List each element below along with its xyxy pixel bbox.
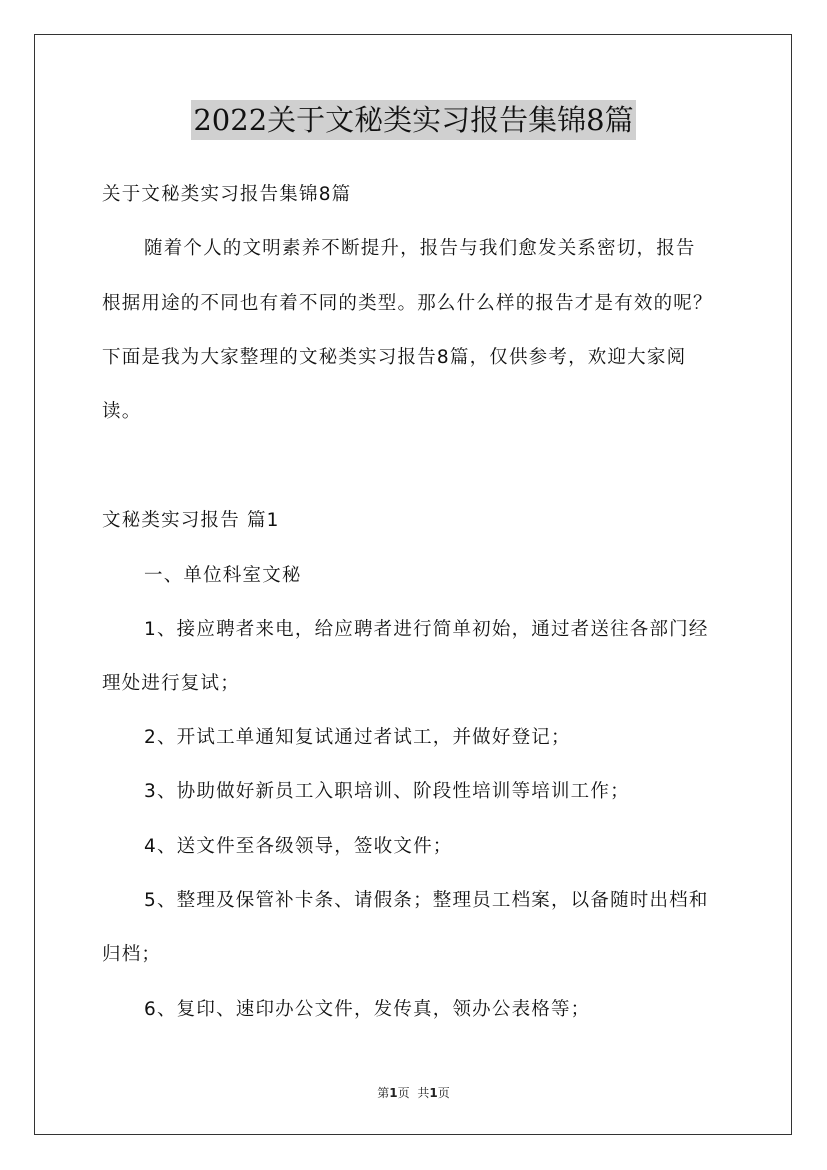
title-container — [0, 100, 827, 140]
intro-line-1: 随着个人的文明素养不断提升，报告与我们愈发关系密切，报告 — [144, 238, 696, 259]
page-footer — [0, 1084, 827, 1101]
page-number: 1 — [389, 1086, 398, 1100]
page-label-prefix: 第 — [377, 1086, 390, 1100]
list-item-5-line-1: 5、整理及保管补卡条、请假条；整理员工档案，以备随时出档和 — [144, 890, 709, 911]
document-subtitle: 关于文秘类实习报告集锦8篇 — [102, 184, 352, 205]
page-label-suffix: 页 — [397, 1086, 410, 1100]
total-label-suffix: 页 — [437, 1086, 450, 1100]
list-item-6: 6、复印、速印办公文件，发传真，领办公表格等； — [144, 999, 591, 1020]
intro-line-2: 根据用途的不同也有着不同的类型。那么什么样的报告才是有效的呢？ — [102, 293, 713, 314]
document-title: 2022关于文秘类实习报告集锦8篇 — [191, 100, 635, 140]
list-item-5-line-2: 归档； — [102, 944, 162, 965]
intro-line-4: 读。 — [102, 401, 142, 422]
intro-line-3: 下面是我为大家整理的文秘类实习报告8篇，仅供参考，欢迎大家阅 — [102, 347, 687, 368]
total-pages: 1 — [429, 1086, 438, 1100]
total-label-prefix: 共 — [417, 1086, 430, 1100]
subsection-heading: 一、单位科室文秘 — [144, 565, 302, 586]
section-heading: 文秘类实习报告 篇1 — [102, 510, 280, 531]
list-item-1-line-2: 理处进行复试； — [102, 673, 240, 694]
list-item-3: 3、协助做好新员工入职培训、阶段性培训等培训工作； — [144, 781, 630, 802]
list-item-4: 4、送文件至各级领导，签收文件； — [144, 836, 453, 857]
list-item-2: 2、开试工单通知复试通过者试工，并做好登记； — [144, 727, 571, 748]
list-item-1-line-1: 1、接应聘者来电，给应聘者进行简单初始，通过者送往各部门经 — [144, 619, 709, 640]
